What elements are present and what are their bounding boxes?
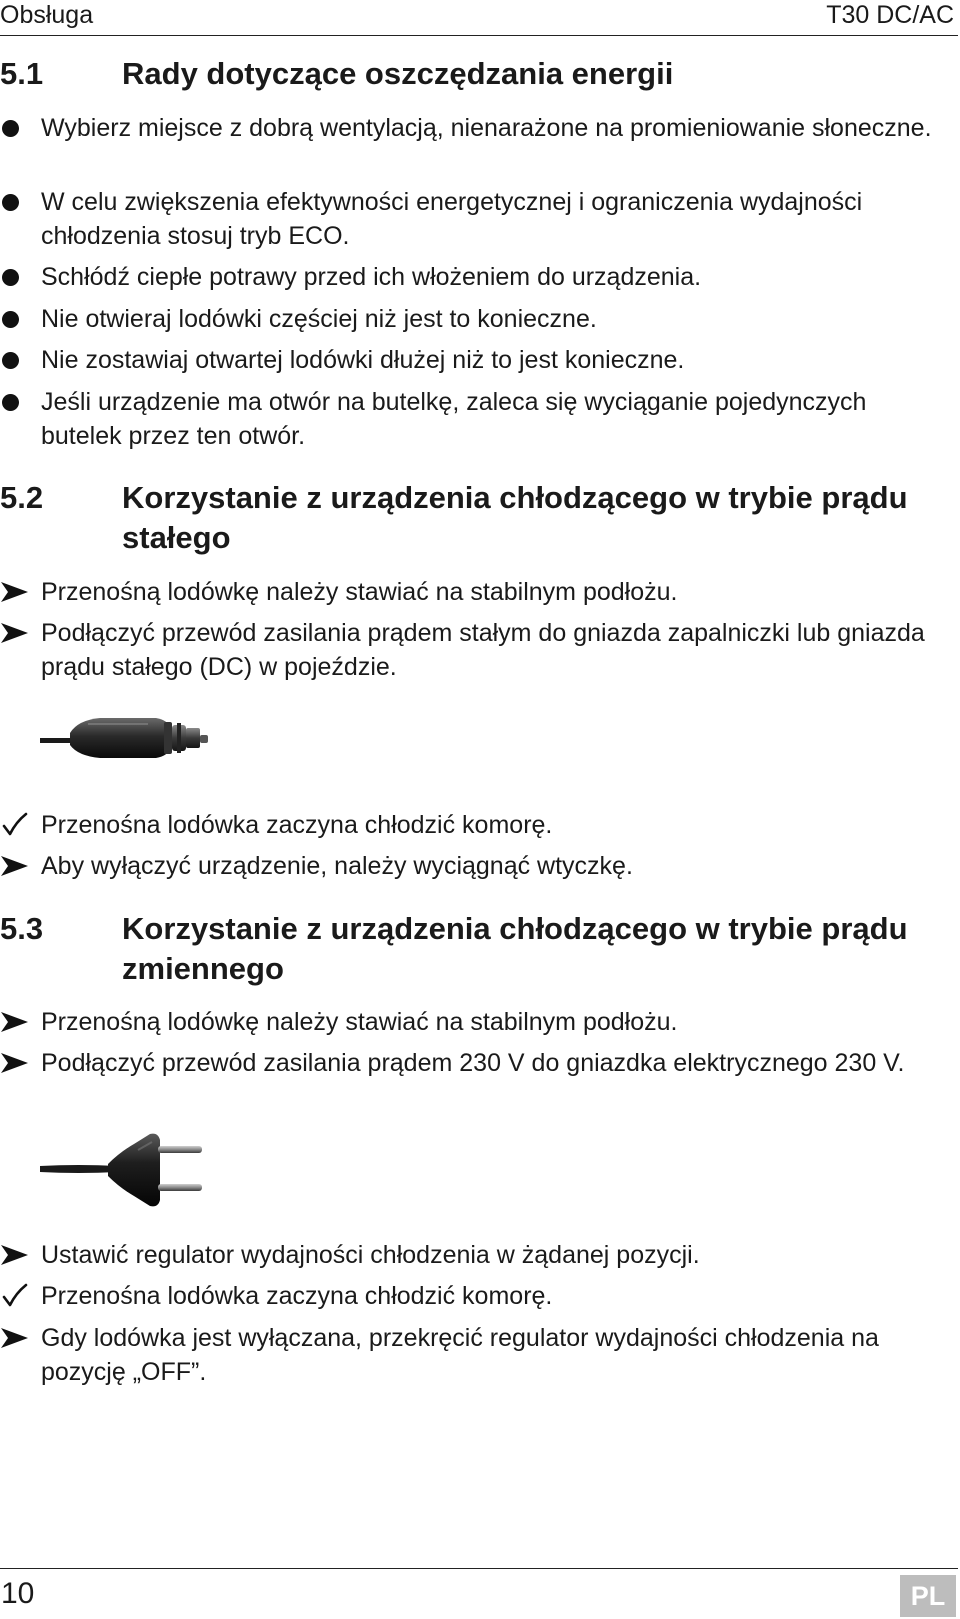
header-model-name: T30 DC/AC xyxy=(826,1,954,29)
section-number: 5.1 xyxy=(0,56,44,91)
page-footer xyxy=(0,1568,958,1619)
bullet-icon xyxy=(0,185,34,219)
list-item-text: Podłączyć przewód zasilania prądem stałym do gniazda zapalniczki lub gniazda prądu stałego (DC) w pojeździe. xyxy=(41,619,925,681)
list-item-text: Ustawić regulator wydajności chłodzenia w żądanej pozycji. xyxy=(41,1241,700,1269)
arrow-step-icon xyxy=(0,1238,34,1272)
bullet-icon xyxy=(0,385,34,419)
list-item-text: Schłódź ciepłe potrawy przed ich włożeniem do urządzenia. xyxy=(41,263,702,291)
arrow-step-icon xyxy=(0,1005,34,1039)
bullet-icon xyxy=(0,343,34,377)
list-item-text: Przenośna lodówka zaczyna chłodzić komorę. xyxy=(41,811,553,839)
page-header xyxy=(0,0,958,36)
arrow-step-icon xyxy=(0,1321,34,1355)
bullet-icon xyxy=(0,111,34,145)
arrow-step-icon xyxy=(0,849,34,883)
section-number: 5.2 xyxy=(0,480,44,515)
list-item-text: Gdy lodówka jest wyłączana, przekręcić regulator wydajności chłodzenia na pozycję „OFF”. xyxy=(41,1324,879,1386)
arrow-step-icon xyxy=(0,616,34,650)
list-item-text: Przenośną lodówkę należy stawiać na stabilnym podłożu. xyxy=(41,578,678,606)
list-item-text: Nie zostawiaj otwartej lodówki dłużej niż to jest konieczne. xyxy=(41,346,685,374)
bullet-icon xyxy=(0,302,34,336)
dc-car-plug-icon xyxy=(38,708,218,773)
language-badge: PL xyxy=(900,1575,956,1617)
arrow-step-icon xyxy=(0,1046,34,1080)
list-item-text: Wybierz miejsce z dobrą wentylacją, nienarażone na promieniowanie słoneczne. xyxy=(41,114,932,142)
checkmark-result-icon xyxy=(0,1279,34,1313)
section-title: Korzystanie z urządzenia chłodzącego w trybie prądu stałego xyxy=(122,480,908,555)
list-item-text: Przenośna lodówka zaczyna chłodzić komorę. xyxy=(41,1282,553,1310)
section-title: Rady dotyczące oszczędzania energii xyxy=(122,56,674,91)
section-title: Korzystanie z urządzenia chłodzącego w trybie prądu zmiennego xyxy=(122,911,908,986)
list-item-text: Nie otwieraj lodówki częściej niż jest to konieczne. xyxy=(41,305,597,333)
ac-mains-plug-icon xyxy=(38,1130,208,1215)
section-number: 5.3 xyxy=(0,911,44,946)
checkmark-result-icon xyxy=(0,808,34,842)
arrow-step-icon xyxy=(0,575,34,609)
list-item-text: Jeśli urządzenie ma otwór na butelkę, zaleca się wyciąganie pojedynczych butelek przez ten otwór. xyxy=(41,388,867,450)
header-section-name: Obsługa xyxy=(0,1,94,29)
list-item-text: Podłączyć przewód zasilania prądem 230 V do gniazdka elektrycznego 230 V. xyxy=(41,1049,905,1077)
list-item-text: Przenośną lodówkę należy stawiać na stabilnym podłożu. xyxy=(41,1008,678,1036)
list-item-text: W celu zwiększenia efektywności energetycznej i ograniczenia wydajności chłodzenia stosuj tryb ECO. xyxy=(41,188,863,250)
page-number: 10 xyxy=(1,1577,35,1610)
list-item-text: Aby wyłączyć urządzenie, należy wyciągnąć wtyczkę. xyxy=(41,852,633,880)
bullet-icon xyxy=(0,260,34,294)
